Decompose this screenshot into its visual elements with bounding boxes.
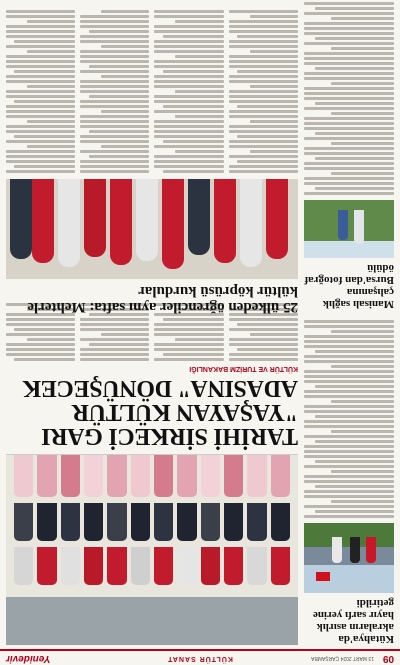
- left-story-2-body: [304, 0, 394, 195]
- issue-date: 13 MART 2024 ÇARŞAMBA: [311, 655, 374, 661]
- left-story-1: [304, 318, 394, 645]
- second-story-headline: 25 ülkeden öğrenciler aynı safta: Mehterle kültür köprüsü kurdular: [27, 283, 298, 315]
- main-column: [6, 5, 298, 645]
- left-story-2-headline: Manisalı sağlık çalışanına Bursa'dan fotoğraf ödülü: [304, 262, 394, 310]
- second-story-photo: [6, 179, 298, 279]
- left-story-1-body: [304, 318, 394, 518]
- page-header: [0, 649, 400, 665]
- main-story-kicker: KÜLTÜR VE TURİZM BAKANLIĞI: [189, 365, 298, 372]
- second-story-body: [6, 3, 298, 173]
- page-number: 09: [382, 653, 394, 664]
- left-story-2-photo: [304, 200, 394, 258]
- main-story-headline: TARİHİ SİRKECİ GARI "YAŞAYAN KÜLTÜR ADASINA" DÖNÜŞECEK: [22, 375, 298, 449]
- section-title: KÜLTÜR SANAT: [167, 655, 233, 662]
- second-story: [6, 5, 298, 315]
- main-story-photo: [6, 454, 298, 645]
- brand-logo: Yenidevir: [6, 653, 51, 664]
- left-story-2: [304, 0, 394, 310]
- left-story-1-photo: [304, 523, 394, 593]
- left-story-1-headline: Kütahya'da akraların asırlık hayır sarfı yerine getirildi: [312, 597, 394, 645]
- left-column: [304, 5, 394, 645]
